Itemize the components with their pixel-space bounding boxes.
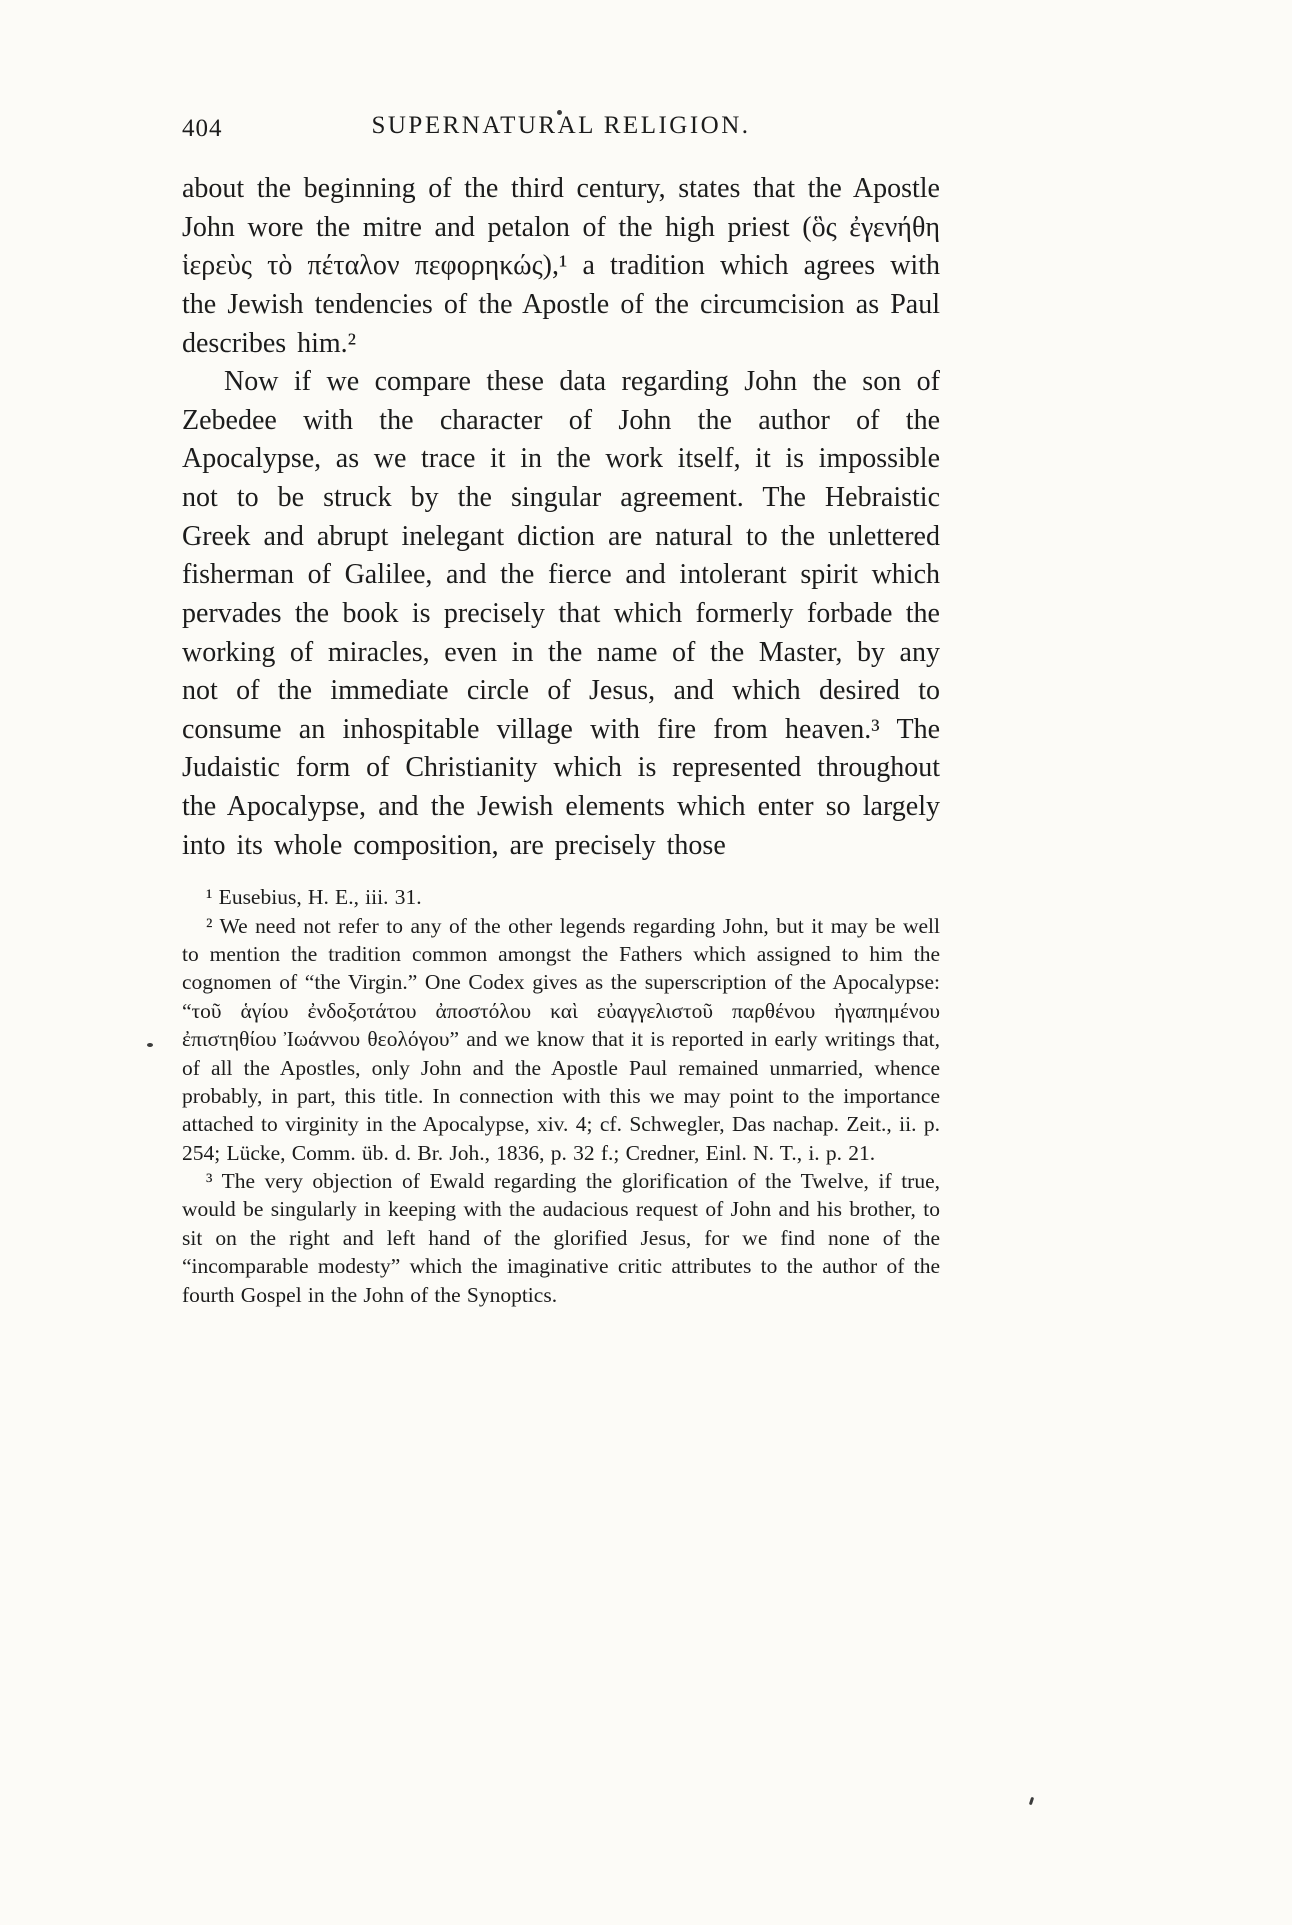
paragraph: Now if we compare these data regarding John the son of Zebedee with the character of John the author of the Apocalypse, as we trace it in the work itself, it is impossible not to be struck by the singular agreement. The Hebraistic Greek and abrupt inelegant diction are natural to the unlettered fisherman of Galilee, and the fierce and intolerant spirit which pervades the book is precisely that which formerly forbade the working of miracles, even in the name of the Master, by any not of the immediate circle of Jesus, and which desired to consume an inhospitable village with fire from heaven.³ The Judaistic form of Christianity which is represented throughout the Apocalypse, and the Jewish elements which enter so largely into its whole composition, are precisely those: [182, 366, 940, 861]
page-header: [182, 112, 940, 148]
footnote-1: ¹ Eusebius, H. E., iii. 31.: [206, 885, 422, 910]
scan-artifact-mark: [1029, 1797, 1034, 1806]
running-title: SUPERNATURAL RELIGION.: [371, 112, 751, 139]
footnote-3: ³ The very objection of Ewald regarding the glorification of the Twelve, if true, would be singularly in keeping with the audacious request of John and his brother, to sit on the right and left hand of the glorified Jesus, for we find none of the “incomparable modesty” which the imaginative critic attributes to the author of the fourth Gospel in the John of the Synoptics.: [182, 1169, 940, 1307]
page-number: 404: [182, 115, 223, 142]
footnotes-section: [182, 883, 940, 1309]
footnote-2: ² We need not refer to any of the other legends regarding John, but it may be well to mention the tradition common amongst the Fathers which assigned to him the cognomen of “the Virgin.” One Codex gives as the superscription of the Apocalypse: “τοῦ ἁγίου ἐνδοξοτάτου ἀποστόλου καὶ εὐαγγελιστοῦ παρθένου ἠγαπημένου ἐπιστηθίου Ἰωάννου θεολόγου” and we know that it is reported in early writings that, of all the Apostles, only John and the Apostle Paul remained unmarried, whence probably, in part, this title. In connection with this we may point to the importance attached to virginity in the Apocalypse, xiv. 4; cf. Schwegler, Das nachap. Zeit., ii. p. 254; Lücke, Comm. üb. d. Br. Joh., 1836, p. 32 f.; Credner, Einl. N. T., i. p. 21.: [182, 913, 940, 1165]
paragraph-continuation: about the beginning of the third century, states that the Apostle John wore the mitre and petalon of the high priest (ὃς ἐγενήθη ἱερεὺς τὸ πέταλον πεφορηκώς),¹ a tradition which agrees with the Jewish tendencies of the Apostle of the circumcision as Paul describes him.²: [182, 173, 940, 359]
scan-artifact-dot: [147, 1043, 153, 1047]
body-text: [182, 170, 940, 865]
